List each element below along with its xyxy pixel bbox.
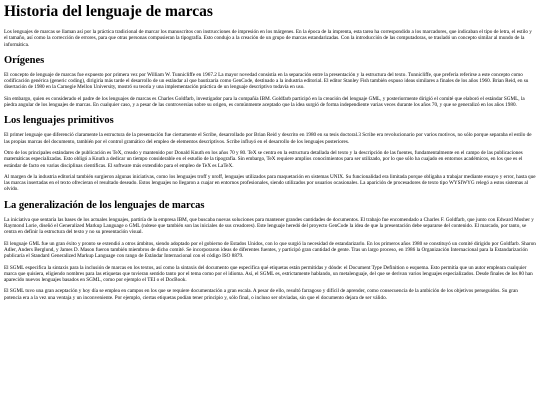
section-heading-origenes: Orígenes xyxy=(4,54,45,66)
paragraph: El lenguaje GML fue un gran éxito y pronto se extendió a otros ámbitos, siendo adoptado por el gobierno de Estados Unidos, con lo que surgió la necesidad de estandarizarlo. En los primeros años 1980 se constituyó un comité dirigido por Goldfarb. Sharon Adler, Anders Berglund, y James D. Mason fueron también miembros de dicho comité. Se incorporaron ideas de diferentes fuentes, y participó gran cantidad de gente. Tras un largo proceso, en 1986 la Organización Internacional para la Estandarización publicaría el Standard Generalized Markup Language con rango de Estándar Internacional con el código ISO 8879. xyxy=(4,240,536,260)
paragraph: Al margen de la industria editorial también surgieron algunas iniciativas, como los lenguajes troff y nroff, lenguajes utilizados para maquetación en sistemas UNIX. Su funcionalidad era limitada porque obligaba a trabajar mediante ensayo y error, hasta que las marcas insertadas en el texto ofrecieran el resultado deseado. Estos lenguajes no llegaron a cuajar en entornos profesionales, siendo utilizados por usuarios ocasionales. La aparición de procesadores de texto tipo WYSIWYG relegó a estos sistemas al olvido. xyxy=(4,173,536,193)
paragraph: El SGML tuvo una gran aceptación y hoy día se emplea en campos en los que se requiere documentación a gran escala. A pesar de ello, resultó farragoso y difícil de aprender, como consecuencia de la ambición de los objetivos perseguidos. Su gran potencia era a la vez una ventaja y un inconveniente. Por ejemplo, ciertas etiquetas podían tener principio y, sólo final, o incluso ser obviadas, sin que el documento dejara de ser válido. xyxy=(4,288,518,301)
page-title: Historia del lenguaje de marcas xyxy=(4,3,213,20)
section-heading-lenguajes-primitivos: Los lenguajes primitivos xyxy=(4,115,114,127)
paragraph: El primer lenguaje que diferenció claramente la estructura de la presentación fue ciertamente el Scribe, desarrollado por Brian Reid y descrito en 1980 en su tesis doctoral.3 Scribe era revolucionario por varios motivos, no sólo porque separaba el estilo de las propias marcas del documento, también por el control gramático del empleo de elementos descriptivos. Scribe influyó en el desarrollo de los lenguajes posteriores. xyxy=(4,132,532,145)
section-heading-generalizacion: La generalización de los lenguajes de marcas xyxy=(4,199,205,211)
paragraph: La iniciativa que sentaría las bases de los actuales lenguajes, partiría de la empresa IBM, que buscaba nuevas soluciones para mantener grandes cantidades de documentos. El trabajo fue encomendado a Charles F. Goldfarb, que junto con Edward Mosher y Raymond Lorie, diseñó el Generalized Markup Language o GML (nótese que también son las iniciales de sus creadores). Este lenguaje heredó del proyecto GenCode la idea de que la presentación debe separarse del contenido. El marcado, por tanto, se centra en definir la estructura del texto y no su presentación visual. xyxy=(4,216,534,236)
paragraph: El SGML especifica la sintaxis para la inclusión de marcas en los textos, así como la sintaxis del documento que especifica qué etiquetas están permitidas y dónde: el Document Type Definition o esquema. Esto permitía que un autor empleara cualquier marca que quisiera, eligiendo nombres para las etiquetas que tuvieran sentido tanto por el tema como por el idioma. Así, el SGML es, estrictamente hablando, un metalenguaje, del que se derivan varios lenguajes especializados. Desde finales de los 80 han aparecido nuevos lenguajes basados en SGML, como por ejemplo el TEI o el DocBook. xyxy=(4,264,533,284)
paragraph: El concepto de lenguaje de marcas fue expuesto por primera vez por William W. Tunnicliffe en 1967.2 La mayor novedad consistía en la separación entre la presentación y la estructura del texto. Tunnicliffe, que prefería referirse a este concepto como codificación genérica (generic coding), dirigiría más tarde el desarrollo de un estándar al que bautizaría como GenCode, destinado a la industria editorial. El editor Stanley Fish también expuso ideas similares a finales de los años 1960. Brian Reid, en su disertación de 1980 en la Carnegie Mellon University, mostró su teoría y una implementación práctica de un lenguaje descriptivo todavía en uso. xyxy=(4,71,529,91)
paragraph: Otro de los principales estándares de publicación es TeX, creado y mantenido por Donald Knuth en los años 70 y 80. TeX se centra en la estructura detallada del texto y la descripción de las fuentes, fundamentalmente en el campo de las publicaciones matemáticas especializadas. Esto obligó a Knuth a dedicar un tiempo considerable en el estudio de la tipografía. Sin embargo, TeX requiere amplios conocimientos para ser utilizado, por lo que sólo ha cuajado en entornos académicos, en los que es el estándar de facto en varias disciplinas científicas. El software más extendido para el empleo de TeX es LaTeX. xyxy=(4,149,523,169)
paragraph: Sin embargo, quien es considerado el padre de los lenguajes de marcas es Charles Goldfarb, investigador para la compañía IBM. Goldfarb participó en la creación del lenguaje GML, y posteriormente dirigió el comité que elaboró el estándar SGML, la piedra angular de los lenguajes de marcas. En cualquier caso, y a pesar de las controversias sobre su origen, es comúnmente aceptado que la idea surgió de forma independiente varias veces durante los años 70, y que se generalizó en los años 1980. xyxy=(4,95,525,109)
intro-paragraph: Los lenguajes de marcas se llaman así por la práctica tradicional de marcar los manuscritos con instrucciones de impresión en los márgenes. En la época de la imprenta, esta tarea ha correspondido a los marcadores, que indicaban el tipo de letra, el estilo y el tamaño, así como la corrección de errores, para que otras personas compusieran la tipografía. Esto condujo a la creación de un grupo de marcas estandarizadas. Con la introducción de las computadoras, se trasladó un concepto similar al mundo de la informática. xyxy=(4,29,532,48)
